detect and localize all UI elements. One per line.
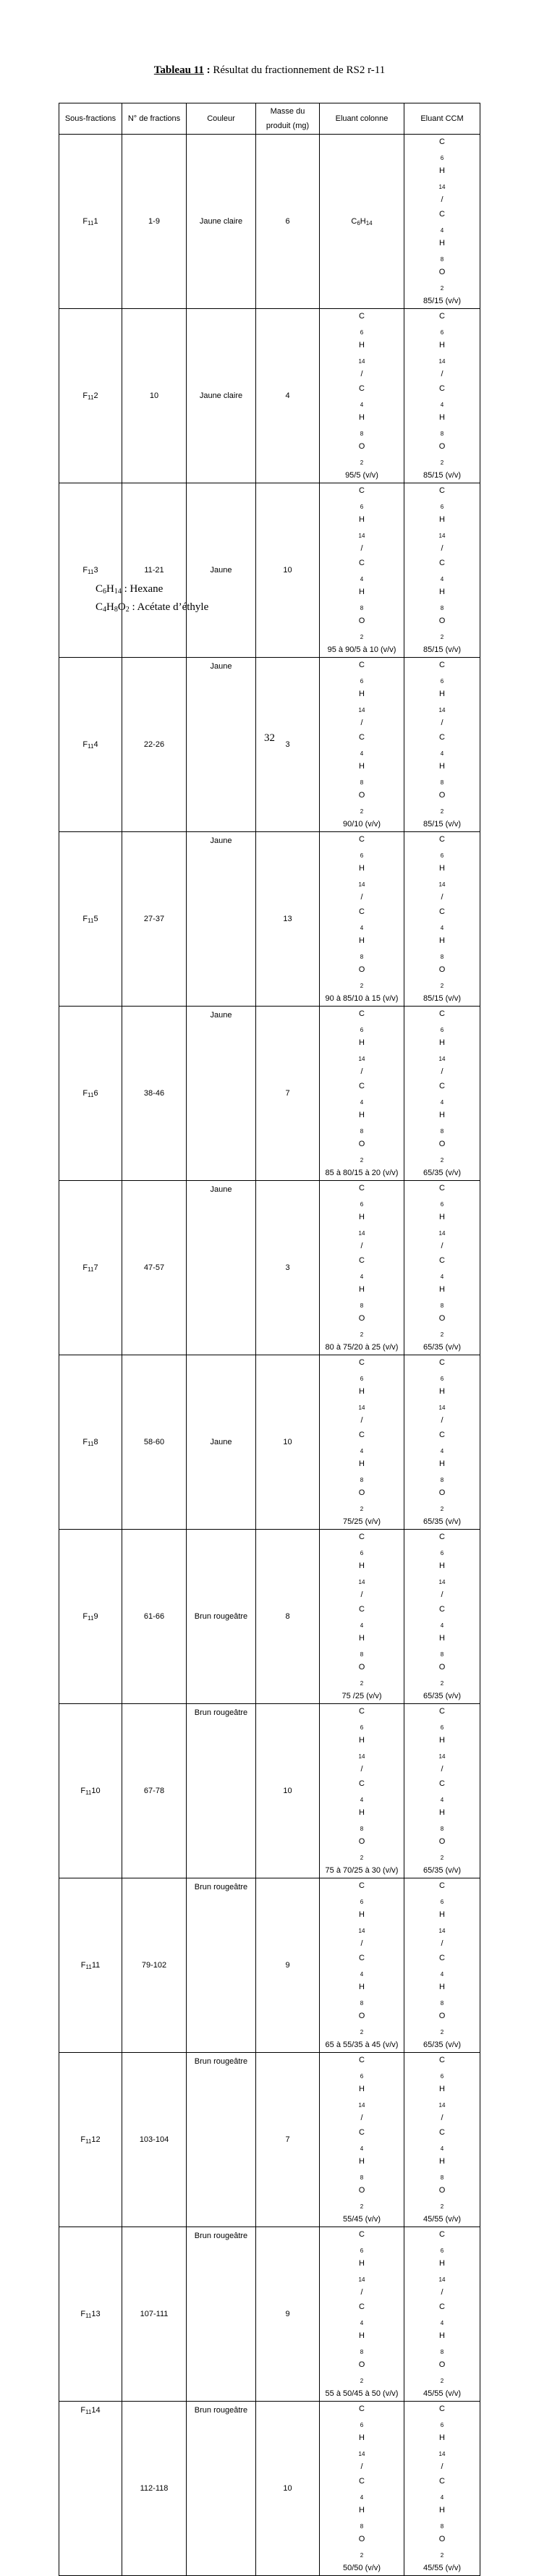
cell-eluant-colonne: [320, 135, 404, 309]
formula-hexane-acetate: C $_6$ H $_{14}$ / C $_4$ H $_8$ O $_2$: [438, 2230, 446, 2384]
cell-sous-fraction: $F_{11}13$: [59, 2227, 122, 2402]
cell-sous-fraction: $F_{11}5$: [59, 832, 122, 1007]
table-row: [59, 658, 480, 832]
eluant-colonne-ratio: 75 à 70/25 à 30 (v/v): [325, 1866, 399, 1875]
cell-couleur: Jaune: [187, 1007, 256, 1181]
cell-couleur: Brun rougeâtre: [187, 1878, 256, 2053]
cell-n-fractions: 107-111: [122, 2227, 187, 2402]
eluant-ccm-ratio: 45/55 (v/v): [423, 2564, 461, 2572]
sous-fraction-number: 10: [91, 1787, 101, 1795]
sous-fraction-number: 11: [91, 1961, 101, 1970]
formula-hexane: $C_6H_{14}$: [351, 217, 373, 226]
page-number: 32: [264, 732, 275, 744]
cell-sous-fraction: $F_{11}14$: [59, 2402, 122, 2576]
formula-hexane-acetate: C $_6$ H $_{14}$ / C $_4$ H $_8$ O $_2$: [438, 661, 446, 815]
cell-masse: 9: [256, 1878, 320, 2053]
eluant-colonne-ratio: 85 à 80/15 à 20 (v/v): [325, 1169, 399, 1177]
cell-n-fractions: 61-66: [122, 1530, 187, 1704]
formula-hexane-acetate: C $_6$ H $_{14}$ / C $_4$ H $_8$ O $_2$: [438, 486, 446, 640]
cell-couleur: Brun rougeâtre: [187, 2053, 256, 2227]
table-title-label: Tableau 11: [153, 64, 204, 76]
cell-eluant-ccm: [404, 135, 480, 309]
cell-sous-fraction: $F_{11}3$: [59, 483, 122, 658]
formula-hexane-acetate: C $_6$ H $_{14}$ / C $_4$ H $_8$ O $_2$: [358, 835, 365, 989]
eluant-ccm-ratio: 85/15 (v/v): [423, 471, 461, 480]
cell-eluant-colonne: [320, 832, 404, 1007]
cell-masse: 10: [256, 1355, 320, 1530]
table-row: [59, 2227, 480, 2402]
cell-masse: 10: [256, 2402, 320, 2576]
header-sous-fractions: Sous-fractions: [59, 103, 122, 135]
eluant-colonne-ratio: 90/10 (v/v): [343, 820, 381, 829]
cell-eluant-colonne: [320, 483, 404, 658]
eluant-ccm-ratio: 85/15 (v/v): [423, 645, 461, 654]
cell-eluant-ccm: [404, 1878, 480, 2053]
cell-sous-fraction: $F_{11}9$: [59, 1530, 122, 1704]
cell-couleur: Jaune: [187, 483, 256, 658]
cell-eluant-ccm: [404, 1181, 480, 1355]
table-row: [59, 1355, 480, 1530]
cell-eluant-ccm: [404, 483, 480, 658]
cell-n-fractions: 38-46: [122, 1007, 187, 1181]
cell-sous-fraction: $F_{11}8$: [59, 1355, 122, 1530]
cell-sous-fraction: $F_{11}11$: [59, 1878, 122, 2053]
cell-n-fractions: 58-60: [122, 1355, 187, 1530]
sous-fraction-number: 3: [93, 566, 98, 575]
cell-sous-fraction: $F_{11}10$: [59, 1704, 122, 1878]
legend-hexane-formula: $C_6H_{14}$: [96, 583, 122, 596]
cell-masse: 7: [256, 2053, 320, 2227]
cell-eluant-colonne: [320, 658, 404, 832]
cell-eluant-ccm: [404, 1355, 480, 1530]
formula-hexane-acetate: C $_6$ H $_{14}$ / C $_4$ H $_8$ O $_2$: [438, 835, 446, 989]
formula-hexane-acetate: C $_6$ H $_{14}$ / C $_4$ H $_8$ O $_2$: [438, 1358, 446, 1512]
eluant-colonne-ratio: 65 à 55/35 à 45 (v/v): [325, 2041, 399, 2049]
cell-eluant-colonne: [320, 2053, 404, 2227]
eluant-colonne-ratio: 95 à 90/5 à 10 (v/v): [327, 645, 396, 654]
eluant-ccm-ratio: 65/35 (v/v): [423, 1517, 461, 1526]
cell-n-fractions: 22-26: [122, 658, 187, 832]
cell-eluant-colonne: [320, 1530, 404, 1704]
eluant-colonne-ratio: 55 à 50/45 à 50 (v/v): [325, 2389, 399, 2398]
sous-fraction-number: 4: [93, 740, 98, 749]
cell-sous-fraction: $F_{11}1$: [59, 135, 122, 309]
cell-eluant-ccm: [404, 658, 480, 832]
header-row: [59, 103, 480, 135]
formula-hexane-acetate: C $_6$ H $_{14}$ / C $_4$ H $_8$ O $_2$: [438, 2056, 446, 2210]
cell-n-fractions: 79-102: [122, 1878, 187, 2053]
formula-hexane-acetate: C $_6$ H $_{14}$ / C $_4$ H $_8$ O $_2$: [358, 1184, 365, 1338]
cell-eluant-colonne: [320, 1181, 404, 1355]
formula-hexane-acetate: C $_6$ H $_{14}$ / C $_4$ H $_8$ O $_2$: [438, 1184, 446, 1338]
cell-masse: 6: [256, 135, 320, 309]
cell-n-fractions: 67-78: [122, 1704, 187, 1878]
sous-fraction-number: 6: [93, 1089, 98, 1098]
cell-masse: 9: [256, 2227, 320, 2402]
cell-eluant-colonne: [320, 309, 404, 483]
cell-sous-fraction: $F_{11}12$: [59, 2053, 122, 2227]
formula-hexane-acetate: C $_6$ H $_{14}$ / C $_4$ H $_8$ O $_2$: [358, 1358, 365, 1512]
cell-masse: 10: [256, 1704, 320, 1878]
cell-n-fractions: 47-57: [122, 1181, 187, 1355]
legend-acetate: [96, 601, 208, 614]
cell-masse: 13: [256, 832, 320, 1007]
cell-eluant-ccm: [404, 309, 480, 483]
formula-hexane-acetate: C $_6$ H $_{14}$ / C $_4$ H $_8$ O $_2$: [358, 1707, 365, 1861]
formula-hexane-acetate: C $_6$ H $_{14}$ / C $_4$ H $_8$ O $_2$: [358, 312, 365, 466]
legend-hexane-text: : Hexane: [121, 583, 164, 595]
cell-couleur: Jaune: [187, 832, 256, 1007]
sous-fraction-number: 2: [93, 391, 98, 400]
cell-eluant-colonne: [320, 1878, 404, 2053]
sous-fraction-number: 13: [91, 2310, 101, 2318]
cell-eluant-colonne: [320, 2402, 404, 2576]
formula-hexane-acetate: C $_6$ H $_{14}$ / C $_4$ H $_8$ O $_2$: [438, 1707, 446, 1861]
cell-couleur: Jaune claire: [187, 135, 256, 309]
eluant-ccm-ratio: 85/15 (v/v): [423, 297, 461, 305]
table-row: [59, 483, 480, 658]
cell-couleur: Jaune: [187, 658, 256, 832]
cell-n-fractions: 11-21: [122, 483, 187, 658]
sous-fraction-number: 5: [93, 915, 98, 923]
table-title: [0, 64, 539, 77]
cell-couleur: Jaune claire: [187, 309, 256, 483]
cell-couleur: Brun rougeâtre: [187, 2402, 256, 2576]
formula-hexane-acetate: C $_6$ H $_{14}$ / C $_4$ H $_8$ O $_2$: [438, 1881, 446, 2035]
table-title-colon: :: [203, 64, 211, 76]
cell-eluant-ccm: [404, 832, 480, 1007]
header-masse: [256, 103, 320, 135]
table-title-text: Résultat du fractionnement de RS2 r-11: [210, 64, 386, 76]
eluant-ccm-ratio: 65/35 (v/v): [423, 1169, 461, 1177]
cell-eluant-ccm: [404, 2402, 480, 2576]
eluant-colonne-ratio: 55/45 (v/v): [343, 2215, 381, 2224]
header-masse-line2: produit (mg): [266, 122, 310, 130]
cell-n-fractions: 1-9: [122, 135, 187, 309]
cell-couleur: Brun rougeâtre: [187, 1530, 256, 1704]
table-row: [59, 135, 480, 309]
cell-n-fractions: 103-104: [122, 2053, 187, 2227]
table-row: [59, 1181, 480, 1355]
header-couleur: Couleur: [187, 103, 256, 135]
cell-couleur: Brun rougeâtre: [187, 2227, 256, 2402]
cell-eluant-colonne: [320, 1355, 404, 1530]
cell-n-fractions: 112-118: [122, 2402, 187, 2576]
formula-hexane-acetate: C $_6$ H $_{14}$ / C $_4$ H $_8$ O $_2$: [438, 312, 446, 466]
header-eluant-ccm: Eluant CCM: [404, 103, 480, 135]
header-masse-line1: Masse du: [270, 107, 305, 116]
legend-acetate-text: : Acétate d’éthyle: [129, 601, 209, 613]
header-n-fractions: N° de fractions: [122, 103, 187, 135]
table-row: [59, 1878, 480, 2053]
sous-fraction-number: 12: [91, 2135, 101, 2144]
eluant-colonne-ratio: 90 à 85/10 à 15 (v/v): [325, 994, 399, 1003]
eluant-ccm-ratio: 85/15 (v/v): [423, 820, 461, 829]
header-eluant-colonne: Eluant colonne: [320, 103, 404, 135]
cell-masse: 7: [256, 1007, 320, 1181]
eluant-ccm-ratio: 65/35 (v/v): [423, 1866, 461, 1875]
cell-masse: 10: [256, 483, 320, 658]
cell-masse: 4: [256, 309, 320, 483]
eluant-colonne-ratio: 50/50 (v/v): [343, 2564, 381, 2572]
eluant-ccm-ratio: 65/35 (v/v): [423, 1692, 461, 1700]
sous-fraction-number: 7: [93, 1263, 98, 1272]
eluant-ccm-ratio: 65/35 (v/v): [423, 2041, 461, 2049]
table-row: [59, 1704, 480, 1878]
formula-hexane-acetate: C $_6$ H $_{14}$ / C $_4$ H $_8$ O $_2$: [358, 1533, 365, 1687]
table-row: [59, 1007, 480, 1181]
cell-sous-fraction: $F_{11}2$: [59, 309, 122, 483]
legend-hexane: [96, 583, 163, 596]
sous-fraction-number: 1: [93, 217, 98, 226]
eluant-ccm-ratio: 85/15 (v/v): [423, 994, 461, 1003]
eluant-colonne-ratio: 75 /25 (v/v): [341, 1692, 382, 1700]
cell-eluant-ccm: [404, 2053, 480, 2227]
cell-eluant-ccm: [404, 1530, 480, 1704]
cell-eluant-ccm: [404, 1007, 480, 1181]
sous-fraction-number: 8: [93, 1438, 98, 1446]
eluant-colonne-ratio: 95/5 (v/v): [345, 471, 378, 480]
formula-hexane-acetate: C $_6$ H $_{14}$ / C $_4$ H $_8$ O $_2$: [358, 2405, 365, 2559]
formula-hexane-acetate: C $_6$ H $_{14}$ / C $_4$ H $_8$ O $_2$: [358, 2056, 365, 2210]
cell-n-fractions: 10: [122, 309, 187, 483]
cell-eluant-colonne: [320, 2227, 404, 2402]
cell-couleur: Brun rougeâtre: [187, 1704, 256, 1878]
cell-masse: 3: [256, 658, 320, 832]
cell-eluant-ccm: [404, 2227, 480, 2402]
formula-hexane-acetate: C $_6$ H $_{14}$ / C $_4$ H $_8$ O $_2$: [438, 1009, 446, 1164]
sous-fraction-number: 14: [91, 2406, 101, 2415]
cell-eluant-colonne: [320, 1007, 404, 1181]
formula-hexane-acetate: C $_6$ H $_{14}$ / C $_4$ H $_8$ O $_2$: [438, 2405, 446, 2559]
formula-hexane-acetate: C $_6$ H $_{14}$ / C $_4$ H $_8$ O $_2$: [438, 137, 446, 292]
sous-fraction-number: 9: [93, 1612, 98, 1621]
cell-eluant-ccm: [404, 1704, 480, 1878]
eluant-colonne-ratio: 80 à 75/20 à 25 (v/v): [325, 1343, 399, 1352]
cell-eluant-colonne: [320, 1704, 404, 1878]
eluant-ccm-ratio: 45/55 (v/v): [423, 2389, 461, 2398]
table-row: [59, 2402, 480, 2576]
table-row: [59, 309, 480, 483]
cell-sous-fraction: $F_{11}7$: [59, 1181, 122, 1355]
formula-hexane-acetate: C $_6$ H $_{14}$ / C $_4$ H $_8$ O $_2$: [358, 1009, 365, 1164]
formula-hexane-acetate: C $_6$ H $_{14}$ / C $_4$ H $_8$ O $_2$: [358, 486, 365, 640]
cell-masse: 8: [256, 1530, 320, 1704]
cell-sous-fraction: $F_{11}6$: [59, 1007, 122, 1181]
formula-hexane-acetate: C $_6$ H $_{14}$ / C $_4$ H $_8$ O $_2$: [358, 1881, 365, 2035]
eluant-ccm-ratio: 45/55 (v/v): [423, 2215, 461, 2224]
cell-couleur: Jaune: [187, 1181, 256, 1355]
table-row: [59, 2053, 480, 2227]
eluant-ccm-ratio: 65/35 (v/v): [423, 1343, 461, 1352]
eluant-colonne-ratio: 75/25 (v/v): [343, 1517, 381, 1526]
table-row: [59, 832, 480, 1007]
formula-hexane-acetate: C $_6$ H $_{14}$ / C $_4$ H $_8$ O $_2$: [358, 661, 365, 815]
formula-hexane-acetate: C $_6$ H $_{14}$ / C $_4$ H $_8$ O $_2$: [438, 1533, 446, 1687]
table-row: [59, 1530, 480, 1704]
fractionation-table: [59, 103, 480, 2576]
cell-n-fractions: 27-37: [122, 832, 187, 1007]
formula-hexane-acetate: C $_6$ H $_{14}$ / C $_4$ H $_8$ O $_2$: [358, 2230, 365, 2384]
cell-masse: 3: [256, 1181, 320, 1355]
cell-sous-fraction: $F_{11}4$: [59, 658, 122, 832]
cell-couleur: Jaune: [187, 1355, 256, 1530]
legend-acetate-formula: $C_4H_8O_2$: [96, 601, 130, 614]
